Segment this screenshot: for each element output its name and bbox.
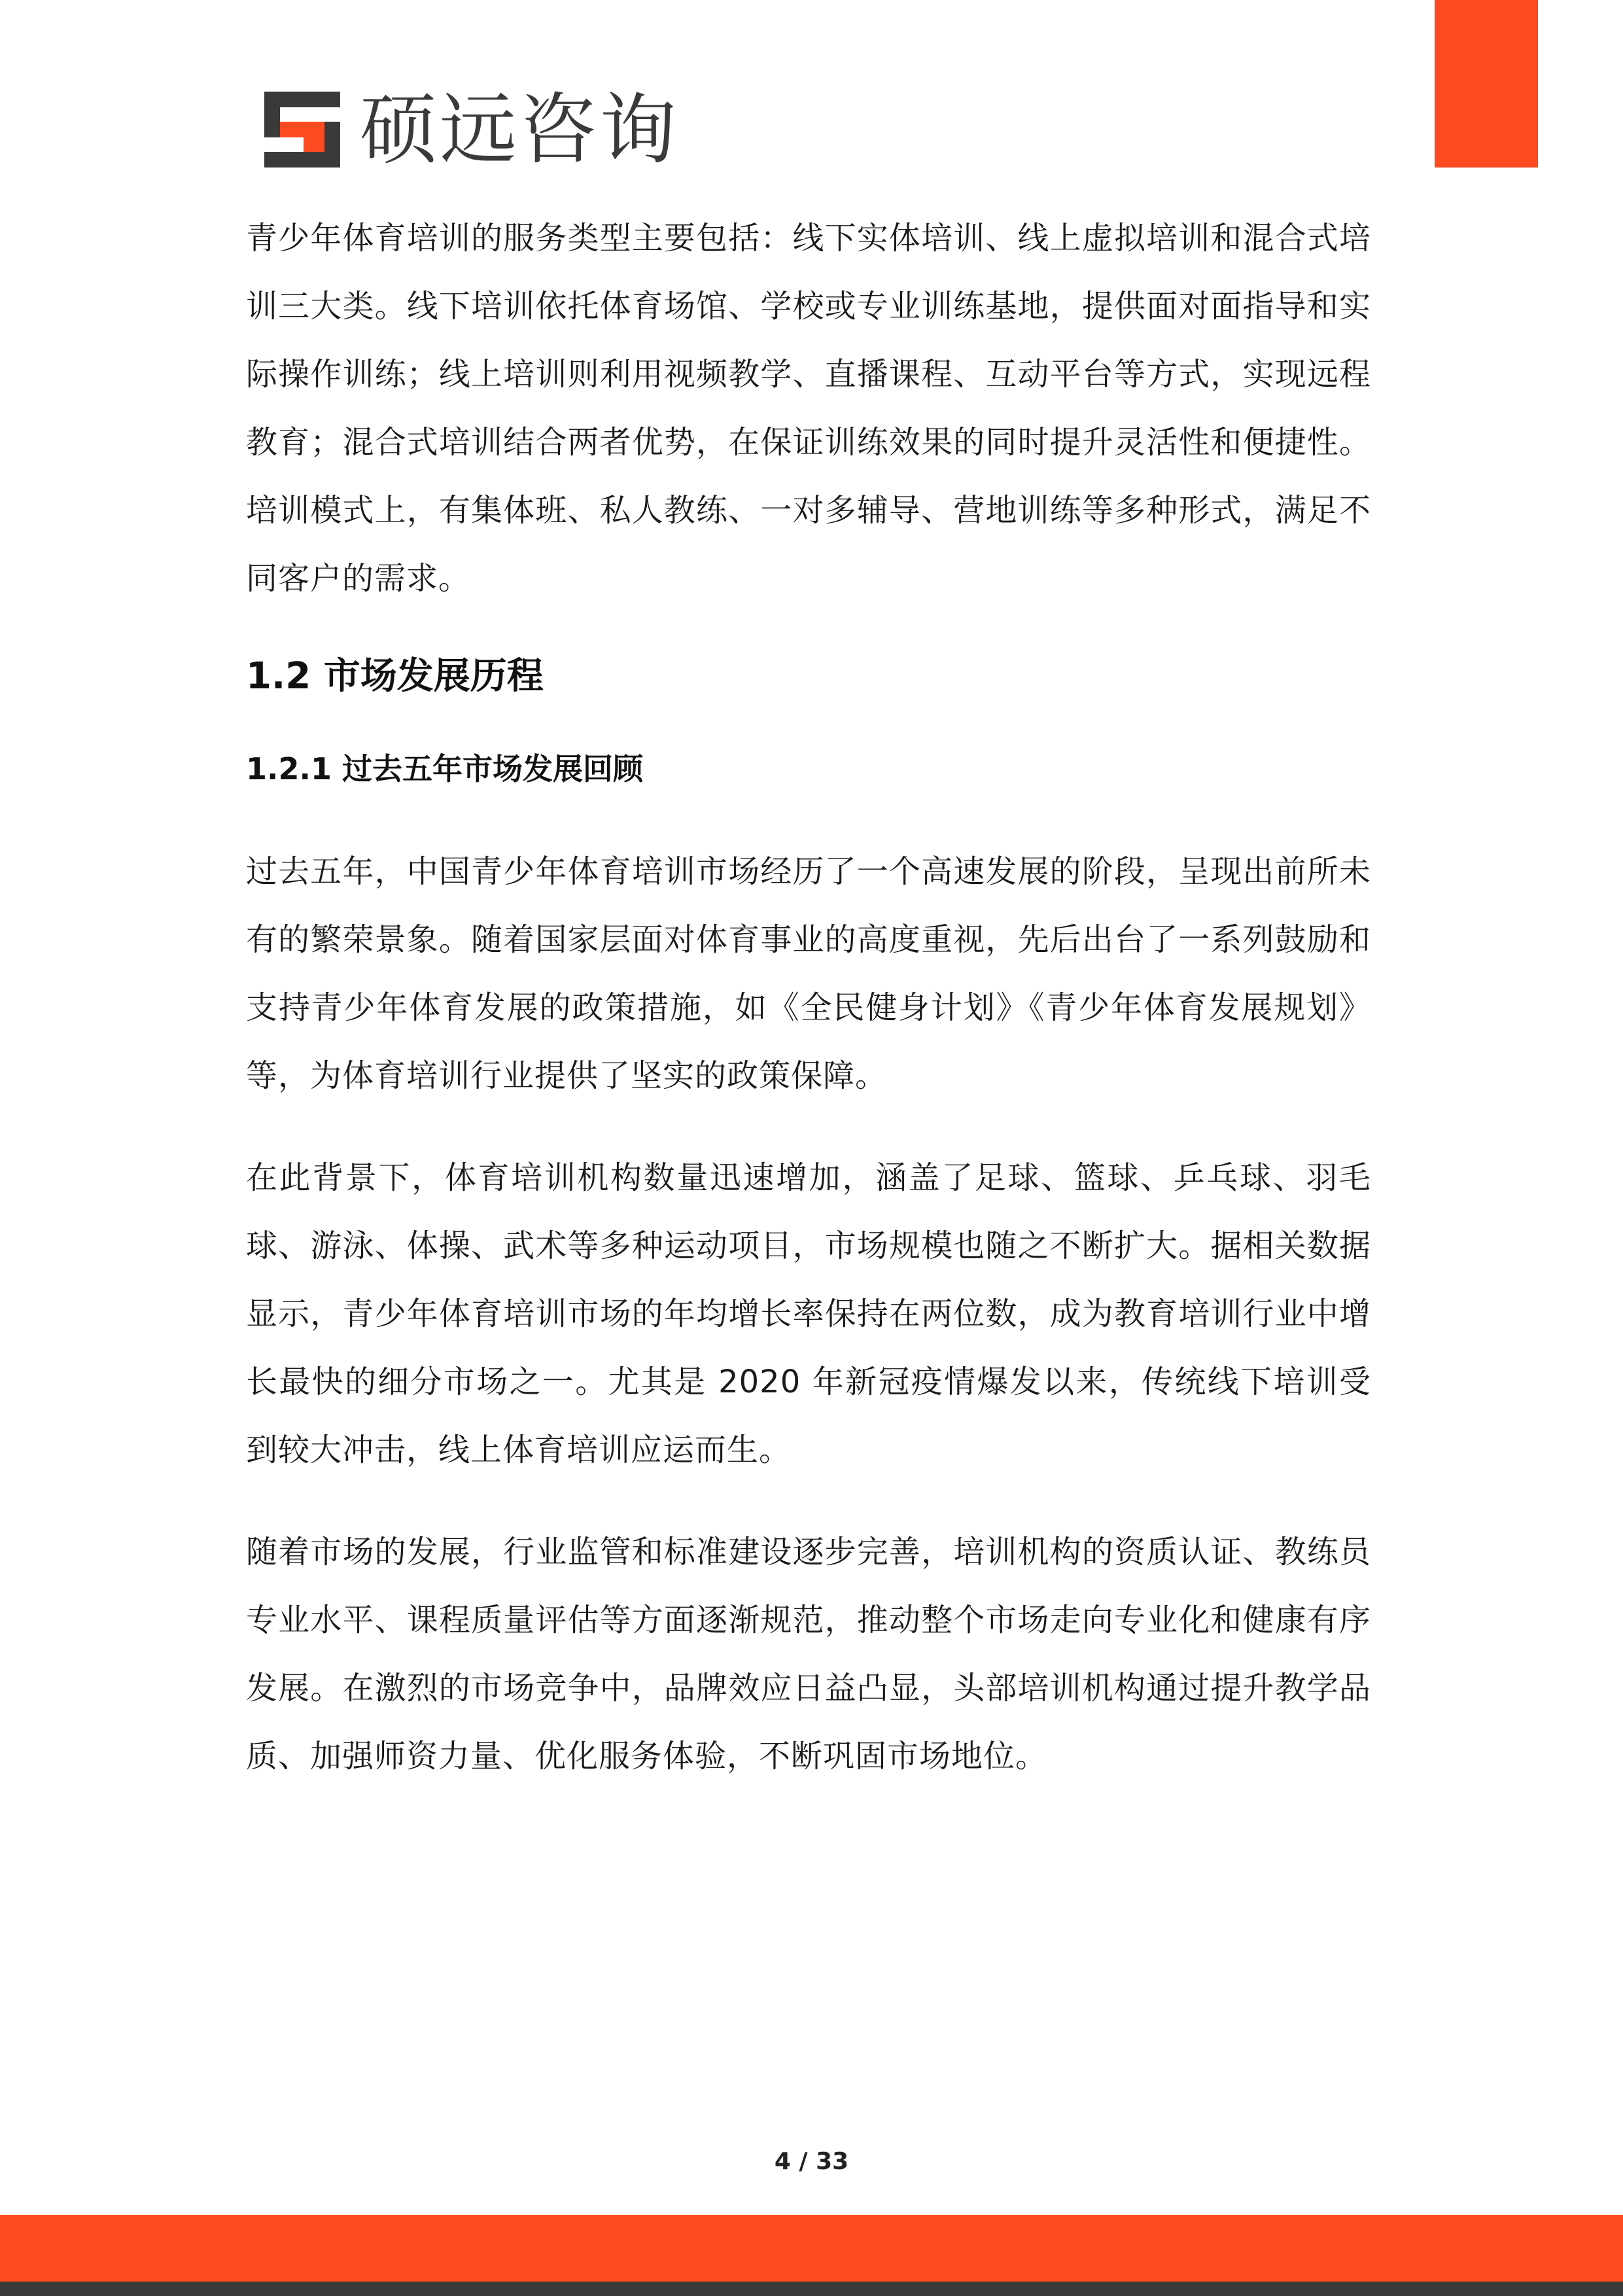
page-number: 4 / 33 bbox=[774, 2148, 849, 2175]
subsection-heading: 1.2.1 过去五年市场发展回顾 bbox=[246, 751, 643, 786]
body-paragraph: 过去五年，中国青少年体育培训市场经历了一个高速发展的阶段，呈现出前所未有的繁荣景象。随着国家层面对体育事业的高度重视，先后出台了一系列鼓励和支持青少年体育发展的政策措施，如《全民健身计划》《青少年体育发展规划》等，为体育培训行业提供了坚实的政策保障。 bbox=[246, 853, 1371, 1094]
body-paragraph: 在此背景下，体育培训机构数量迅速增加，涵盖了足球、篮球、乒乓球、羽毛球、游泳、体操、武术等多种运动项目，市场规模也随之不断扩大。据相关数据显示，青少年体育培训市场的年均增长率保持在两位数，成为教育培训行业中增长最快的细分市场之一。尤其是 2020 年新冠疫情爆发以来，传统线下培训受到较大冲击，线上体育培训应运而生。 bbox=[246, 1159, 1371, 1468]
page-content bbox=[246, 204, 1371, 1824]
intro-paragraph: 青少年体育培训的服务类型主要包括：线下实体培训、线上虚拟培训和混合式培训三大类。线下培训依托体育场馆、学校或专业训练基地，提供面对面指导和实际操作训练；线上培训则利用视频教学、直播课程、互动平台等方式，实现远程教育；混合式培训结合两者优势，在保证训练效果的同时提升灵活性和便捷性。培训模式上，有集体班、私人教练、一对多辅导、营地训练等多种形式，满足不同客户的需求。 bbox=[246, 220, 1371, 597]
section-heading: 1.2 市场发展历程 bbox=[246, 655, 544, 698]
s-shaped-logo-mark-icon bbox=[264, 92, 340, 168]
footer-dark-bar bbox=[0, 2282, 1623, 2296]
logo-wordmark: 硕远咨询 bbox=[360, 84, 680, 175]
body-paragraph: 随着市场的发展，行业监管和标准建设逐步完善，培训机构的资质认证、教练员专业水平、课程质量评估等方面逐渐规范，推动整个市场走向专业化和健康有序发展。在激烈的市场竞争中，品牌效应日益凸显，头部培训机构通过提升教学品质、加强师资力量、优化服务体验，不断巩固市场地位。 bbox=[246, 1534, 1371, 1775]
company-logo bbox=[264, 84, 680, 175]
footer-accent-bar bbox=[0, 2215, 1623, 2282]
corner-accent-tab bbox=[1435, 0, 1538, 168]
